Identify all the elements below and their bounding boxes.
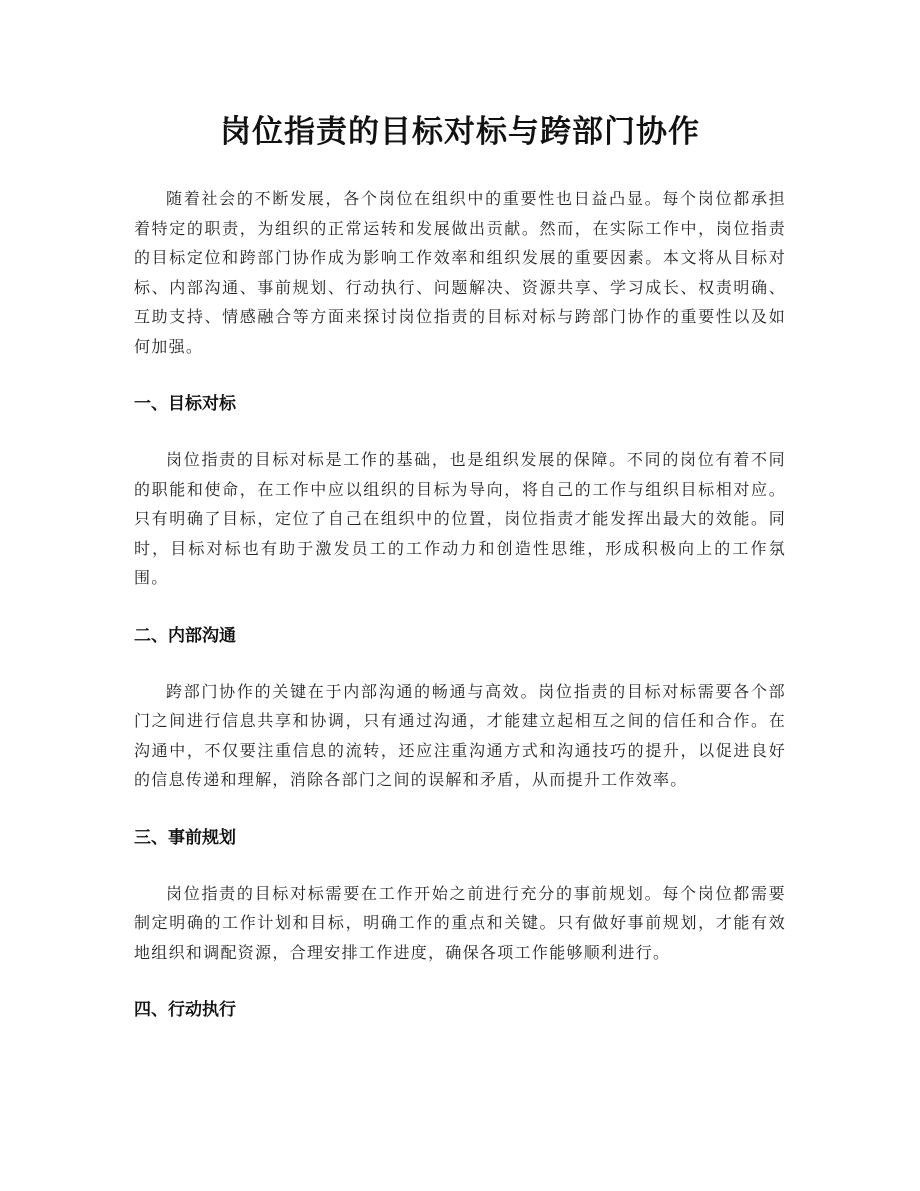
section-body-goal-benchmarking: 岗位指责的目标对标是工作的基础，也是组织发展的保障。不同的岗位有着不同的职能和使命，在工作中应以组织的目标为导向，将自己的工作与组织目标相对应。只有明确了目标，定位了自己在组织中的位置，岗位指责才能发挥出最大的效能。同时，目标对标也有助于激发员工的工作动力和创造性思维，形成积极向上的工作氛围。 [134, 450, 786, 587]
section-body-advance-planning: 岗位指责的目标对标需要在工作开始之前进行充分的事前规划。每个岗位都需要制定明确的工作计划和目标，明确工作的重点和关键。只有做好事前规划，才能有效地组织和调配资源，合理安排工作进度，确保各项工作能够顺利进行。 [134, 883, 786, 962]
document-title: 岗位指责的目标对标与跨部门协作 [220, 114, 700, 150]
intro-paragraph: 随着社会的不断发展，各个岗位在组织中的重要性也日益凸显。每个岗位都承担着特定的职责，为组织的正常运转和发展做出贡献。然而，在实际工作中，岗位指责的目标定位和跨部门协作成为影响工作效率和组织发展的重要因素。本文将从目标对标、内部沟通、事前规划、行动执行、问题解决、资源共享、学习成长、权责明确、互助支持、情感融合等方面来探讨岗位指责的目标对标与跨部门协作的重要性以及如何加强。 [134, 189, 786, 356]
section-heading-advance-planning: 三、事前规划 [134, 827, 236, 848]
section-heading-action-execution: 四、行动执行 [134, 1000, 236, 1020]
section-body-internal-communication: 跨部门协作的关键在于内部沟通的畅通与高效。岗位指责的目标对标需要各个部门之间进行信息共享和协调，只有通过沟通，才能建立起相互之间的信任和合作。在沟通中，不仅要注重信息的流转，还应注重沟通方式和沟通技巧的提升，以促进良好的信息传递和理解，消除各部门之间的误解和矛盾，从而提升工作效率。 [134, 681, 786, 789]
section-heading-internal-communication: 二、内部沟通 [134, 625, 236, 646]
section-heading-goal-benchmarking: 一、目标对标 [134, 394, 236, 414]
